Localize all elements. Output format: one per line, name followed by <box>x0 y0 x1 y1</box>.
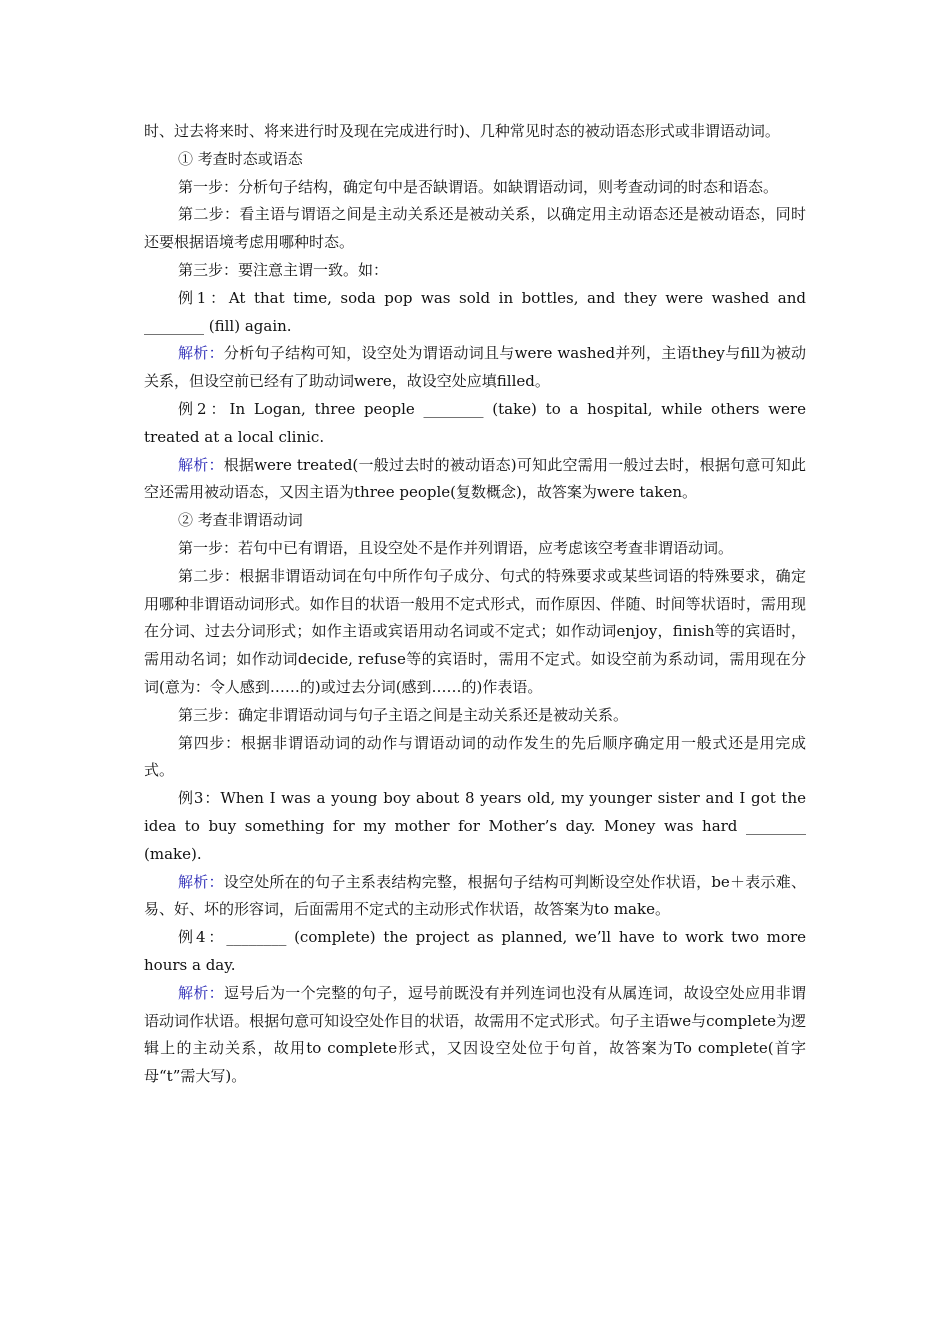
example-text: 例3：When I was a young boy about 8 years old, my younger sister and I got the idea to buy something for my mother for Mother’s day. Money was hard ________ (make). <box>144 789 806 863</box>
paragraph-text: 第二步：看主语与谓语之间是主动关系还是被动关系，以确定用主动语态还是被动语态，同时还要根据语境考虑用哪种时态。 <box>144 205 806 252</box>
step-paragraph <box>144 702 806 730</box>
analysis-text: 根据were treated(一般过去时的被动语态)可知此空需用一般过去时，根据句意可知此空还需用被动语态，又因主语为three people(复数概念)，故答案为were taken。 <box>144 455 806 502</box>
analysis-paragraph <box>144 452 806 508</box>
example-paragraph <box>144 285 806 341</box>
heading-text: ① 考查时态或语态 <box>178 149 303 168</box>
example-paragraph <box>144 785 806 868</box>
paragraph-text: 第二步：根据非谓语动词在句中所作句子成分、句式的特殊要求或某些词语的特殊要求，确定用哪种非谓语动词形式。如作目的状语一般用不定式形式，而作原因、伴随、时间等状语时，需用现在分词、过去分词形式；如作主语或宾语用动名词或不定式；如作动词enjoy，finish等的宾语时，需用动名词；如作动词decide, refuse等的宾语时，需用不定式。如设空前为系动词，需用现在分词(意为：令人感到……的)或过去分词(感到……的)作表语。 <box>144 566 806 696</box>
step-paragraph <box>144 535 806 563</box>
analysis-label: 解析： <box>178 872 224 891</box>
step-paragraph <box>144 201 806 257</box>
heading-text: ② 考查非谓语动词 <box>178 511 303 530</box>
step-paragraph <box>144 563 806 702</box>
analysis-paragraph <box>144 869 806 925</box>
paragraph-text: 第一步：若句中已有谓语，且设空处不是作并列谓语，应考虑该空考查非谓语动词。 <box>178 538 734 557</box>
example-text: 例4：________ (complete) the project as planned, we’ll have to work two more hours a day. <box>144 928 806 974</box>
example-paragraph <box>144 924 806 980</box>
document-body <box>144 118 806 1091</box>
analysis-text: 设空处所在的句子主系表结构完整，根据句子结构可判断设空处作状语，be＋表示难、易、好、坏的形容词，后面需用不定式的主动形式作状语，故答案为to make。 <box>144 872 806 919</box>
paragraph-intro-continued <box>144 118 806 146</box>
analysis-text: 逗号后为一个完整的句子，逗号前既没有并列连词也没有从属连词，故设空处应用非谓语动词作状语。根据句意可知设空处作目的状语，故需用不定式形式。句子主语we与complete为逻辑上的主动关系，故用to complete形式，又因设空处位于句首，故答案为To complete(首字母“t”需大写)。 <box>144 983 806 1086</box>
step-paragraph <box>144 257 806 285</box>
analysis-paragraph <box>144 980 806 1091</box>
analysis-text: 分析句子结构可知，设空处为谓语动词且与were washed并列，主语they与fill为被动关系，但设空前已经有了助动词were，故设空处应填filled。 <box>144 344 806 391</box>
paragraph-text: 第三步：确定非谓语动词与句子主语之间是主动关系还是被动关系。 <box>178 705 629 724</box>
analysis-label: 解析： <box>178 344 224 363</box>
paragraph-text: 第四步：根据非谓语动词的动作与谓语动词的动作发生的先后顺序确定用一般式还是用完成式。 <box>144 733 806 780</box>
step-paragraph <box>144 174 806 202</box>
paragraph-text: 时、过去将来时、将来进行时及现在完成进行时)、几种常见时态的被动语态形式或非谓语动词。 <box>144 122 780 140</box>
section-heading-tense-voice <box>144 146 806 174</box>
analysis-label: 解析： <box>178 455 224 474</box>
example-paragraph <box>144 396 806 452</box>
section-heading-nonfinite <box>144 507 806 535</box>
analysis-paragraph <box>144 340 806 396</box>
example-text: 例1：At that time, soda pop was sold in bottles, and they were washed and ________ (fill) again. <box>144 288 806 335</box>
analysis-label: 解析： <box>178 983 224 1002</box>
step-paragraph <box>144 730 806 786</box>
paragraph-text: 第一步：分析句子结构，确定句中是否缺谓语。如缺谓语动词，则考查动词的时态和语态。 <box>178 177 779 196</box>
paragraph-text: 第三步：要注意主谓一致。如： <box>178 260 389 279</box>
example-text: 例2：In Logan, three people ________ (take) to a hospital, while others were treated at a local clinic. <box>144 399 806 446</box>
